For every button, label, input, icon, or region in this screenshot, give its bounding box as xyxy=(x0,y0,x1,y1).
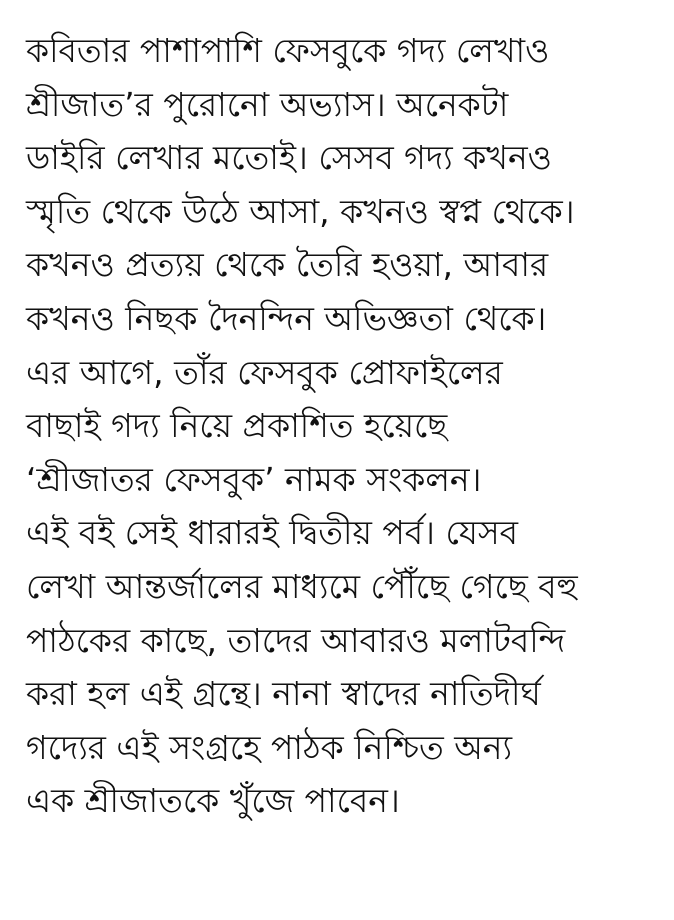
text-line: করা হল এই গ্রন্থে। নানা স্বাদের নাতিদীর্ঘ xyxy=(26,674,541,714)
text-line: পাঠকের কাছে, তাদের আবারও মলাটবন্দি xyxy=(26,620,566,660)
text-line: স্মৃতি থেকে উঠে আসা, কখনও স্বপ্ন থেকে। xyxy=(26,191,575,231)
text-line: এর আগে, তাঁর ফেসবুক প্রোফাইলের xyxy=(26,352,503,392)
text-line: বাছাই গদ্য নিয়ে প্রকাশিত হয়েছে xyxy=(26,406,448,446)
text-line: গদ্যের এই সংগ্রহে পাঠক নিশ্চিত অন্য xyxy=(26,727,513,767)
text-line: কখনও প্রত্যয় থেকে তৈরি হওয়া, আবার xyxy=(26,245,549,285)
text-line: লেখা আন্তর্জালের মাধ্যমে পৌঁছে গেছে বহু xyxy=(26,566,578,606)
text-line: ডাইরি লেখার মতোই। সেসব গদ্য কখনও xyxy=(26,138,552,178)
text-line: এক শ্রীজাতকে খুঁজে পাবেন। xyxy=(26,781,400,821)
text-line: কবিতার পাশাপাশি ফেসবুকে গদ্য লেখাও xyxy=(26,31,550,70)
text-line: কখনও নিছক দৈনন্দিন অভিজ্ঞতা থেকে। xyxy=(26,298,547,338)
blurb-text-block xyxy=(26,24,666,828)
text-line: ‘শ্রীজাতর ফেসবুক’ নামক সংকলন। xyxy=(26,459,482,499)
text-line: এই বই সেই ধারারই দ্বিতীয় পর্ব। যেসব xyxy=(26,513,519,553)
text-line: শ্রীজাত’র পুরোনো অভ্যাস। অনেকটা xyxy=(26,84,509,124)
